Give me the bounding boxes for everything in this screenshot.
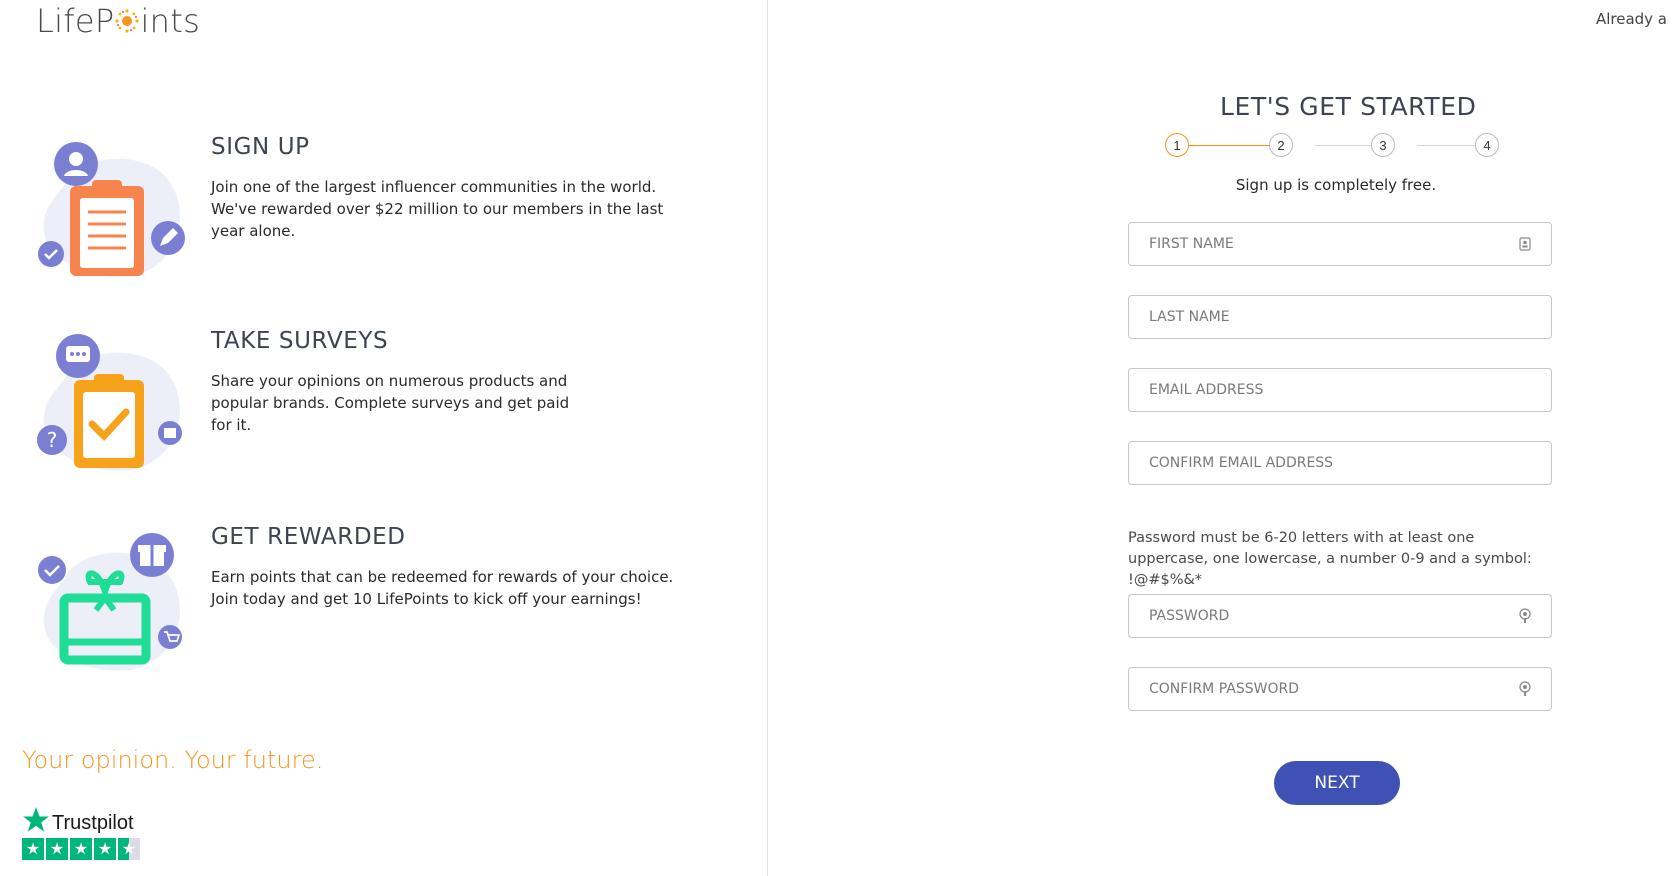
confirm-password-input[interactable]	[1147, 680, 1517, 698]
rating-half-star-icon: ★	[118, 838, 140, 860]
trustpilot-label[interactable]: Trustpilot	[52, 812, 134, 834]
confirm-email-field[interactable]	[1128, 441, 1552, 485]
tagline: Your opinion. Your future.	[22, 746, 324, 774]
password-key-icon[interactable]	[1517, 681, 1533, 697]
next-button[interactable]: NEXT	[1274, 761, 1400, 805]
password-requirements: Password must be 6-20 letters with at least one uppercase, one lowercase, a number 0-9 and a symbol: !@#$%&*	[1128, 530, 1532, 588]
form-subtext: Sign up is completely free.	[1235, 176, 1437, 194]
password-key-icon[interactable]	[1517, 608, 1533, 624]
take-surveys-illustration-icon	[34, 330, 194, 480]
rating-star-icon: ★	[46, 838, 68, 860]
step-1: 1	[1165, 133, 1189, 157]
logo-text-suffix: ints	[140, 2, 201, 40]
rating-star-icon: ★	[22, 838, 44, 860]
trustpilot-rating	[22, 838, 140, 860]
password-field[interactable]	[1128, 594, 1552, 638]
rating-star-icon: ★	[94, 838, 116, 860]
feature-title-sign-up: SIGN UP	[211, 134, 310, 160]
step-progress	[1165, 133, 1507, 159]
email-input[interactable]	[1147, 381, 1533, 399]
last-name-input[interactable]	[1147, 308, 1533, 326]
first-name-input[interactable]	[1147, 235, 1517, 253]
logo-text-prefix: LifeP	[36, 2, 115, 40]
feature-text-sign-up: Join one of the largest influencer communities in the world. We've rewarded over $22 million to our members in the last year alone.	[211, 178, 664, 240]
step-2: 2	[1269, 133, 1293, 157]
confirm-email-input[interactable]	[1147, 454, 1533, 472]
get-rewarded-illustration-icon	[34, 530, 194, 680]
step-4: 4	[1475, 133, 1499, 157]
lifepoints-logo[interactable]	[36, 2, 200, 40]
feature-title-get-rewarded: GET REWARDED	[211, 524, 406, 550]
sign-up-illustration-icon	[34, 136, 194, 286]
feature-text-get-rewarded: Earn points that can be redeemed for rewards of your choice. Join today and get 10 LifePoints to kick off your earnings!	[211, 568, 674, 608]
confirm-password-field[interactable]	[1128, 667, 1552, 711]
password-input[interactable]	[1147, 607, 1517, 625]
form-title: LET'S GET STARTED	[1220, 92, 1477, 121]
svg-text:?: ?	[46, 428, 58, 452]
sun-logo-icon	[115, 9, 139, 33]
feature-text-take-surveys: Share your opinions on numerous products and popular brands. Complete surveys and get paid for it.	[211, 372, 570, 434]
rating-star-icon: ★	[70, 838, 92, 860]
trustpilot-star-icon	[22, 806, 50, 834]
first-name-field[interactable]	[1128, 222, 1552, 266]
last-name-field[interactable]	[1128, 295, 1552, 339]
step-3: 3	[1371, 133, 1395, 157]
already-member-link[interactable]: Already a	[1595, 10, 1667, 28]
column-divider	[767, 0, 768, 876]
feature-title-take-surveys: TAKE SURVEYS	[211, 328, 389, 354]
contact-card-icon	[1517, 236, 1533, 252]
email-field[interactable]	[1128, 368, 1552, 412]
